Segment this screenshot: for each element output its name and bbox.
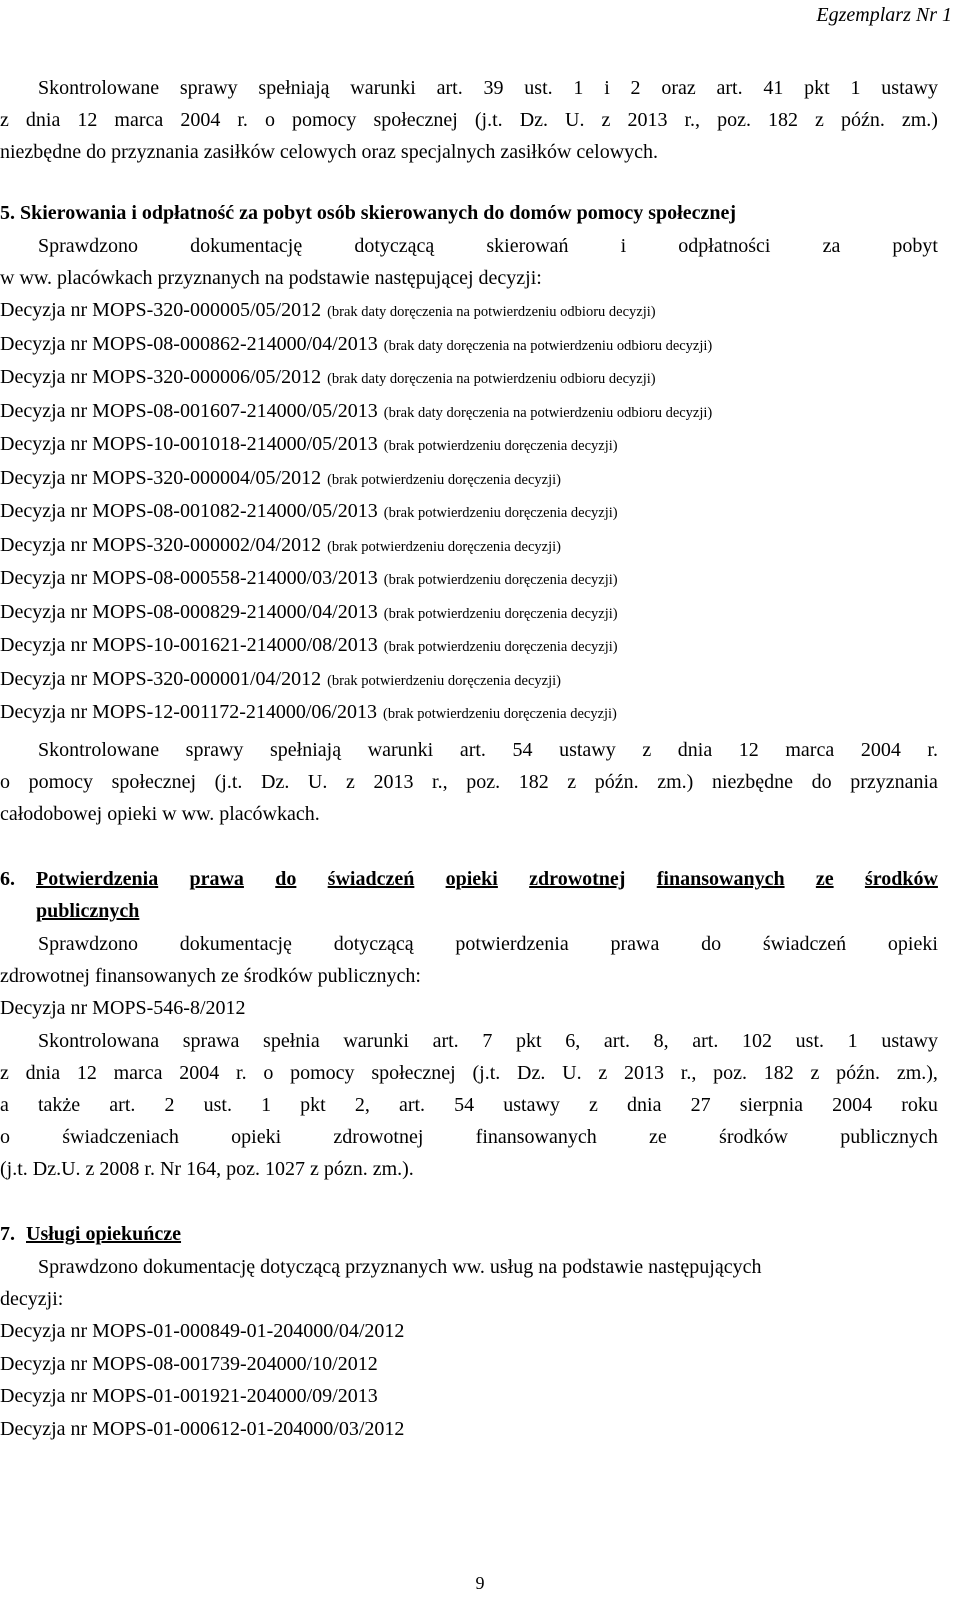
decision-row xyxy=(0,669,561,691)
word: 182 xyxy=(518,771,549,793)
word: świadczeniach xyxy=(62,1126,179,1148)
word: ze xyxy=(649,1126,667,1148)
section-7-heading: Usługi opiekuńcze xyxy=(26,1223,182,1245)
decision-number: Decyzja nr MOPS-10-001018-214000/05/2013 xyxy=(0,433,378,455)
word: 54 xyxy=(454,1094,475,1116)
word: art. xyxy=(603,1030,630,1052)
decision-row xyxy=(0,501,618,523)
word: (j.t. xyxy=(472,1062,501,1084)
word: zm.), xyxy=(896,1062,938,1084)
decision-row xyxy=(0,434,618,456)
word: finansowanych xyxy=(475,1126,597,1148)
word: Skontrolowane xyxy=(38,77,160,99)
decision-note: (brak potwierdzeniu doręczenia decyzji) xyxy=(383,505,618,521)
word: art. xyxy=(436,77,463,99)
word: 102 xyxy=(742,1030,772,1052)
word: odpłatności xyxy=(678,235,771,257)
section-6-conclusion xyxy=(0,1095,938,1115)
word: U. xyxy=(565,109,585,131)
word: do xyxy=(701,933,722,955)
word: Dz. xyxy=(261,771,290,793)
decision-note: (brak potwierdzeniu doręczenia decyzji) xyxy=(383,706,617,722)
word: Potwierdzenia xyxy=(36,868,159,890)
page-number: 9 xyxy=(475,1573,485,1593)
word: spełniają xyxy=(270,739,342,761)
word: 1 xyxy=(573,77,584,99)
word: 12 xyxy=(738,739,759,761)
word: 1 xyxy=(847,1030,858,1052)
word: sprawy xyxy=(185,739,244,761)
word: 2004 xyxy=(832,1094,873,1116)
word: r. xyxy=(236,1062,247,1084)
decision-row xyxy=(0,401,712,423)
word: z xyxy=(345,771,355,793)
section-5-intro xyxy=(38,236,938,256)
word: 2, xyxy=(354,1094,370,1116)
word: poz. xyxy=(713,1062,747,1084)
word: U. xyxy=(562,1062,582,1084)
word: z xyxy=(0,109,9,131)
decision-number: Decyzja nr MOPS-10-001621-214000/08/2013 xyxy=(0,634,378,656)
decision-note: (brak potwierdzeniu doręczenia decyzji) xyxy=(327,672,561,689)
word: także xyxy=(38,1094,81,1116)
decision-note: (brak potwierdzeniu doręczenia decyzji) xyxy=(383,639,618,655)
decision-row xyxy=(0,367,656,389)
word: 2004 xyxy=(179,1062,220,1084)
word: pomocy xyxy=(290,1062,355,1084)
word: warunki xyxy=(367,739,434,761)
word: o xyxy=(0,1126,10,1148)
section-6-conclusion: (j.t. Dz.U. z 2008 r. Nr 164, poz. 1027 z pózn. zm.). xyxy=(0,1158,414,1180)
decision-note: (brak potwierdzeniu doręczenia decyzji) xyxy=(383,605,618,622)
word: pomocy xyxy=(28,771,94,793)
word: 1 xyxy=(850,77,861,99)
decision-row xyxy=(0,702,617,724)
intro-line xyxy=(38,78,938,98)
word: marca xyxy=(114,109,164,131)
word: art. xyxy=(692,1030,719,1052)
section-5-intro: w ww. placówkach przyznanych na podstawie następującej decyzji: xyxy=(0,267,542,289)
word: art. xyxy=(398,1094,426,1116)
word: środków xyxy=(719,1126,788,1148)
word: marca xyxy=(113,1062,163,1084)
decision-number: Decyzja nr MOPS-320-000002/04/2012 xyxy=(0,533,322,556)
word: publicznych xyxy=(840,1126,938,1148)
word: ust. xyxy=(524,77,553,99)
word: ust. xyxy=(203,1094,232,1116)
word: dotyczącą xyxy=(333,933,414,955)
copy-label: Egzemplarz Nr 1 xyxy=(816,4,952,26)
word: Skontrolowane xyxy=(38,739,160,761)
word: 12 xyxy=(77,109,98,131)
word: zm.) xyxy=(901,109,938,131)
decision-note: (brak daty doręczenia na potwierdzeniu odbioru decyzji) xyxy=(383,404,713,421)
word: za xyxy=(822,235,841,257)
word: art. xyxy=(432,1030,459,1052)
decision-row xyxy=(0,535,561,557)
word: potwierdzenia xyxy=(455,933,569,955)
word: 54 xyxy=(512,739,533,761)
word: dokumentację xyxy=(190,235,303,257)
word: ust. xyxy=(795,1030,824,1052)
section-7-heading-number: 7. xyxy=(0,1223,15,1245)
word: dnia xyxy=(677,739,713,761)
decision-number: Decyzja nr MOPS-320-000004/05/2012 xyxy=(0,466,322,489)
word: Skontrolowana xyxy=(38,1030,160,1052)
word: pkt xyxy=(300,1094,326,1116)
word: warunki xyxy=(343,1030,409,1052)
word: o xyxy=(0,771,10,793)
word: 2013 xyxy=(373,771,414,793)
decision-note: (brak potwierdzeniu doręczenia decyzji) xyxy=(383,438,618,454)
word: 1 xyxy=(261,1094,272,1116)
decision-row xyxy=(0,300,656,322)
word: poz. xyxy=(466,771,501,793)
word: 8, xyxy=(653,1030,669,1052)
decision-row xyxy=(0,602,618,624)
word: (j.t. xyxy=(214,771,243,793)
word: r., xyxy=(680,1062,697,1084)
word: dokumentację xyxy=(179,933,292,955)
word: do xyxy=(811,771,832,793)
word: 41 xyxy=(763,77,784,99)
section-6-decision: Decyzja nr MOPS-546-8/2012 xyxy=(0,997,246,1019)
section-6-heading: publicznych xyxy=(36,900,140,922)
decision-note: (brak potwierdzeniu doręczenia decyzji) xyxy=(383,572,618,588)
decision-note: (brak daty doręczenia na potwierdzeniu odbioru decyzji) xyxy=(383,337,713,354)
section-5-conclusion: całodobowej opieki w ww. placówkach. xyxy=(0,803,320,825)
word: skierowań xyxy=(486,235,569,257)
decision-note: (brak potwierdzeniu doręczenia decyzji) xyxy=(327,471,561,488)
word: o xyxy=(263,1062,274,1084)
word: 2 xyxy=(164,1094,175,1116)
word: dnia xyxy=(25,1062,61,1084)
word: Sprawdzono xyxy=(38,933,138,955)
decision-number: Decyzja nr MOPS-08-000862-214000/04/2013 xyxy=(0,332,378,355)
decision-row xyxy=(0,334,712,356)
word: z xyxy=(810,1062,820,1084)
decision-number: Decyzja nr MOPS-320-000006/05/2012 xyxy=(0,366,322,388)
word: ustawy xyxy=(559,739,616,761)
word: późn. xyxy=(836,1062,881,1084)
word: pomocy xyxy=(291,109,357,131)
word: Sprawdzono xyxy=(38,235,138,257)
intro-line xyxy=(0,110,938,130)
word: art. xyxy=(109,1094,136,1116)
word: pkt xyxy=(515,1030,542,1052)
word: 182 xyxy=(763,1062,794,1084)
word: 39 xyxy=(483,77,504,99)
word: poz. xyxy=(717,109,751,131)
decision-number: Decyzja nr MOPS-320-000005/05/2012 xyxy=(0,299,322,321)
word: r. xyxy=(927,739,938,761)
word: i xyxy=(620,235,627,257)
section-6-conclusion xyxy=(38,1031,938,1051)
word: późn. xyxy=(840,109,885,131)
word: przyznania xyxy=(850,771,938,793)
word: zm.) xyxy=(657,771,694,793)
decision-number: Decyzja nr MOPS-320-000001/04/2012 xyxy=(0,667,322,690)
word: społecznej xyxy=(373,109,458,131)
word: z xyxy=(567,771,577,793)
section-5-heading: 5. Skierowania i odpłatność za pobyt osób skierowanych do domów pomocy społecznej xyxy=(0,202,736,224)
word: finansowanych xyxy=(656,868,785,890)
decision-number: Decyzja nr MOPS-08-000829-214000/04/2013 xyxy=(0,600,378,623)
word: (j.t. xyxy=(474,109,503,131)
decision-note: (brak potwierdzeniu doręczenia decyzji) xyxy=(327,538,561,555)
decision-note: (brak daty doręczenia na potwierdzeniu odbioru decyzji) xyxy=(327,371,656,387)
decision-number: Decyzja nr MOPS-08-001082-214000/05/2013 xyxy=(0,500,378,522)
section-6-heading xyxy=(36,869,938,889)
word: 2 xyxy=(630,77,641,99)
word: sprawy xyxy=(179,77,238,99)
section-6-intro xyxy=(38,934,938,954)
word: r., xyxy=(432,771,448,793)
word: 2004 xyxy=(180,109,221,131)
word: sierpnia xyxy=(739,1094,804,1116)
word: art. xyxy=(716,77,743,99)
word: z xyxy=(601,109,611,131)
decision-row: Decyzja nr MOPS-01-000849-01-204000/04/2012 xyxy=(0,1320,405,1342)
word: środków xyxy=(864,868,938,890)
word: 2004 xyxy=(860,739,901,761)
word: świadczeń xyxy=(762,933,847,955)
word: oraz xyxy=(661,77,696,99)
word: opieki xyxy=(231,1126,282,1148)
word: pobyt xyxy=(892,235,938,257)
word: U. xyxy=(307,771,328,793)
word: ustawy xyxy=(503,1094,560,1116)
section-7-intro: decyzji: xyxy=(0,1288,64,1310)
word: opieki xyxy=(887,933,938,955)
word: z xyxy=(0,1062,9,1084)
word: 27 xyxy=(690,1094,711,1116)
word: opieki xyxy=(445,868,498,890)
word: ze xyxy=(815,868,834,890)
word: spełniają xyxy=(258,77,330,99)
word: i xyxy=(604,77,610,99)
decision-row xyxy=(0,568,618,590)
word: prawa xyxy=(610,933,660,955)
word: dnia xyxy=(627,1094,662,1116)
decision-number: Decyzja nr MOPS-08-000558-214000/03/2013 xyxy=(0,567,378,589)
decision-number: Decyzja nr MOPS-12-001172-214000/06/2013 xyxy=(0,701,377,723)
word: zdrowotnej xyxy=(529,868,626,890)
intro-line: niezbędne do przyznania zasiłków celowych oraz specjalnych zasiłków celowych. xyxy=(0,141,659,163)
decision-row: Decyzja nr MOPS-01-000612-01-204000/03/2012 xyxy=(0,1417,405,1440)
decision-row: Decyzja nr MOPS-01-001921-204000/09/2013 xyxy=(0,1385,378,1407)
section-6-conclusion xyxy=(0,1063,938,1083)
decision-row xyxy=(0,468,561,490)
word: ustawy xyxy=(881,77,938,99)
word: zdrowotnej xyxy=(333,1126,424,1148)
word: 2013 xyxy=(624,1062,664,1084)
word: 2013 xyxy=(627,109,668,131)
word: dnia xyxy=(25,109,61,131)
word: do xyxy=(275,868,297,890)
word: z xyxy=(589,1094,598,1116)
word: warunki xyxy=(350,77,416,99)
decision-row: Decyzja nr MOPS-08-001739-204000/10/2012 xyxy=(0,1352,378,1375)
word: 6, xyxy=(565,1030,581,1052)
word: z xyxy=(815,109,824,131)
section-5-conclusion xyxy=(38,740,938,760)
word: o xyxy=(264,109,275,131)
word: niezbędne xyxy=(711,771,794,793)
decision-number: Decyzja nr MOPS-08-001607-214000/05/2013 xyxy=(0,399,378,422)
word: społecznej xyxy=(111,771,197,793)
word: 182 xyxy=(768,109,798,131)
word: Dz. xyxy=(519,109,549,131)
word: społecznej xyxy=(371,1062,456,1084)
section-5-conclusion xyxy=(0,772,938,792)
section-7-intro: Sprawdzono dokumentację dotyczącą przyznanych ww. usług na podstawie następujących xyxy=(38,1256,762,1278)
word: z xyxy=(642,739,652,761)
word: ustawy xyxy=(881,1030,938,1052)
word: sprawa xyxy=(182,1030,240,1052)
word: późn. xyxy=(594,771,639,793)
word: dotyczącą xyxy=(354,235,435,257)
word: spełnia xyxy=(263,1030,320,1052)
decision-note: (brak daty doręczenia na potwierdzeniu odbioru decyzji) xyxy=(327,304,656,320)
word: 12 xyxy=(76,1062,97,1084)
section-6-intro: zdrowotnej finansowanych ze środków publicznych: xyxy=(0,965,421,987)
decision-row xyxy=(0,635,618,657)
word: pkt xyxy=(804,77,830,99)
word: art. xyxy=(459,739,486,761)
section-6-conclusion xyxy=(0,1127,938,1147)
word: r. xyxy=(237,109,248,131)
word: Dz. xyxy=(517,1062,546,1084)
word: marca xyxy=(785,739,835,761)
word: 7 xyxy=(482,1030,493,1052)
word: roku xyxy=(901,1094,938,1116)
word: a xyxy=(0,1094,9,1116)
word: z xyxy=(598,1062,608,1084)
word: prawa xyxy=(189,868,244,890)
section-6-heading-number: 6. xyxy=(0,868,15,890)
word: r., xyxy=(684,109,701,131)
word: świadczeń xyxy=(327,868,415,890)
